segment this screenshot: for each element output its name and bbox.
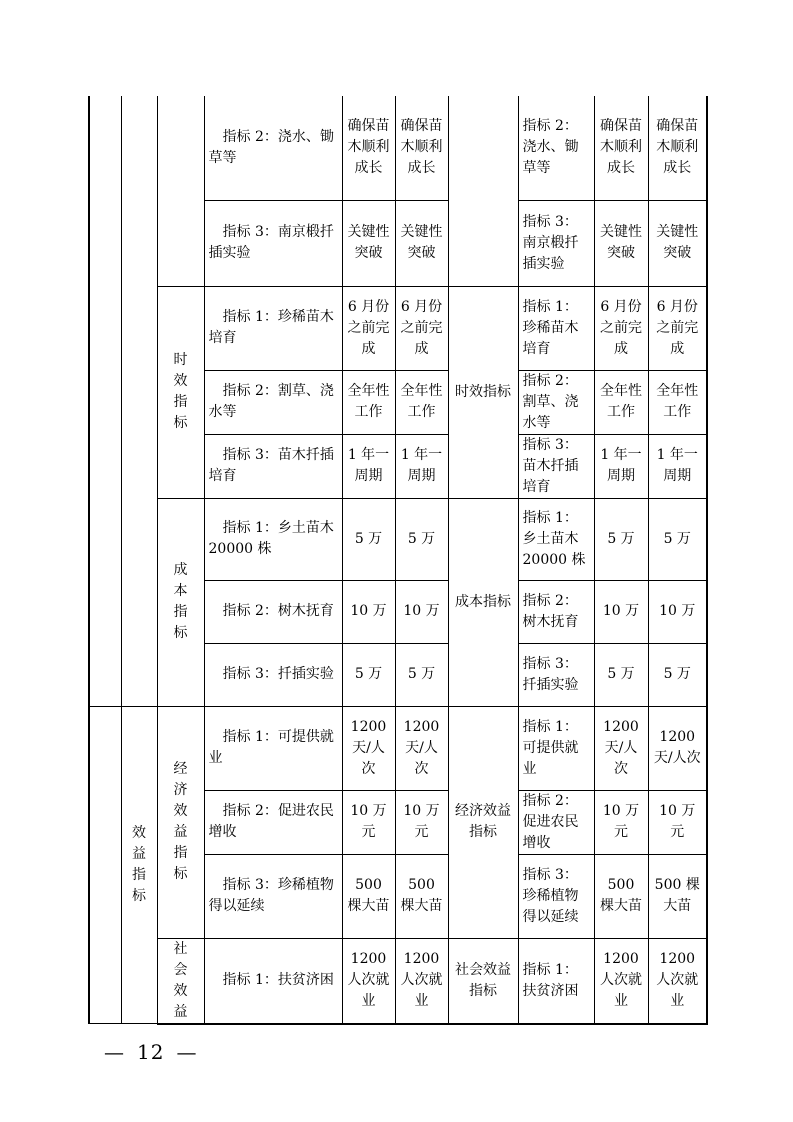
indicator-name: 指标 1：乡土苗木 20000 株 xyxy=(204,498,342,580)
indicator-value: 1200 人次就业 xyxy=(342,938,395,1024)
indicator-value-right: 5 万 xyxy=(648,643,707,706)
indicator-value-right: 全年性工作 xyxy=(648,370,707,434)
indicator-name-right: 指标 2：割草、浇水等 xyxy=(518,370,594,434)
indicator-value: 1200 天/人次 xyxy=(342,706,395,790)
level1-label-effect: 效益指标 xyxy=(121,706,157,1024)
indicator-value-right: 1200 天/人次 xyxy=(594,706,648,790)
indicator-name-right: 指标 3：苗木扦插培育 xyxy=(518,434,594,498)
indicator-name: 指标 1：扶贫济困 xyxy=(204,938,342,1024)
table-row xyxy=(89,286,707,370)
indicator-value-right: 全年性工作 xyxy=(594,370,648,434)
indicator-name-right: 指标 3：珍稀植物得以延续 xyxy=(518,854,594,938)
group-label-cost-right: 成本指标 xyxy=(448,498,518,706)
indicator-value-right: 6 月份之前完成 xyxy=(594,286,648,370)
indicator-value-right: 6 月份之前完成 xyxy=(648,286,707,370)
indicator-value-right: 1 年一周期 xyxy=(594,434,648,498)
group-label-social: 社会效益 xyxy=(157,938,204,1024)
indicator-name-right: 指标 1：可提供就业 xyxy=(518,706,594,790)
indicator-name: 指标 3：苗木扦插培育 xyxy=(204,434,342,498)
indicator-name-right: 指标 2：促进农民增收 xyxy=(518,790,594,854)
indicator-value: 全年性工作 xyxy=(342,370,395,434)
indicator-value: 确保苗木顺利成长 xyxy=(342,96,395,200)
level1-cell-blank xyxy=(89,96,121,706)
indicator-value-right: 1200 人次就业 xyxy=(594,938,648,1024)
level2-cell-blank xyxy=(157,96,204,286)
indicator-value: 1200 人次就业 xyxy=(395,938,448,1024)
indicator-value-right: 1200 人次就业 xyxy=(648,938,707,1024)
indicator-value-right: 10 万元 xyxy=(594,790,648,854)
indicator-value-right: 10 万 xyxy=(594,580,648,643)
indicator-name: 指标 1：珍稀苗木培育 xyxy=(204,286,342,370)
indicator-value: 10 万 xyxy=(342,580,395,643)
indicator-name: 指标 1：可提供就业 xyxy=(204,706,342,790)
indicator-value: 6 月份之前完成 xyxy=(342,286,395,370)
indicator-value: 6 月份之前完成 xyxy=(395,286,448,370)
indicator-value: 500 棵大苗 xyxy=(342,854,395,938)
indicator-value: 5 万 xyxy=(395,643,448,706)
indicator-name-right: 指标 1：扶贫济困 xyxy=(518,938,594,1024)
indicator-name-right: 指标 2：树木抚育 xyxy=(518,580,594,643)
indicator-name-right: 指标 1：乡土苗木 20000 株 xyxy=(518,498,594,580)
indicator-value: 5 万 xyxy=(395,498,448,580)
level1-label-cell-blank xyxy=(121,96,157,706)
indicator-value: 1200 天/人次 xyxy=(395,706,448,790)
page-dash-right: — xyxy=(176,1040,198,1064)
indicator-name: 指标 3：南京椴扦插实验 xyxy=(204,200,342,286)
indicator-name-right: 指标 3：南京椴扦插实验 xyxy=(518,200,594,286)
indicator-name-right: 指标 2：浇水、锄草等 xyxy=(518,96,594,200)
group-label-timeliness: 时效指标 xyxy=(157,286,204,498)
indicator-value: 10 万元 xyxy=(342,790,395,854)
page-number-value: 12 xyxy=(137,1040,165,1064)
indicator-value-right: 1 年一周期 xyxy=(648,434,707,498)
indicator-value: 10 万 xyxy=(395,580,448,643)
indicator-name-right: 指标 1：珍稀苗木培育 xyxy=(518,286,594,370)
group-label-timeliness-right: 时效指标 xyxy=(448,286,518,498)
table-row xyxy=(89,938,707,1024)
indicator-value-right: 关键性突破 xyxy=(648,200,707,286)
table-row xyxy=(89,706,707,790)
indicator-name: 指标 2：浇水、锄草等 xyxy=(204,96,342,200)
indicator-value: 1 年一周期 xyxy=(342,434,395,498)
indicator-value: 5 万 xyxy=(342,643,395,706)
group-label-economic: 经济效益指标 xyxy=(157,706,204,938)
page-number xyxy=(98,1040,203,1064)
indicator-value: 500 棵大苗 xyxy=(395,854,448,938)
indicator-value-right: 5 万 xyxy=(594,643,648,706)
indicator-value-right: 500 棵大苗 xyxy=(594,854,648,938)
group-label-cost: 成本指标 xyxy=(157,498,204,706)
indicator-value: 确保苗木顺利成长 xyxy=(395,96,448,200)
indicator-name: 指标 3：珍稀植物得以延续 xyxy=(204,854,342,938)
indicator-name: 指标 2：促进农民增收 xyxy=(204,790,342,854)
indicator-value: 关键性突破 xyxy=(395,200,448,286)
indicator-name: 指标 3：扦插实验 xyxy=(204,643,342,706)
performance-indicator-table xyxy=(88,96,708,1025)
table-row xyxy=(89,498,707,580)
indicator-value-right: 10 万元 xyxy=(648,790,707,854)
table-row xyxy=(89,96,707,200)
indicator-name: 指标 2：割草、浇水等 xyxy=(204,370,342,434)
indicator-name: 指标 2：树木抚育 xyxy=(204,580,342,643)
indicator-value: 5 万 xyxy=(342,498,395,580)
indicator-value-right: 关键性突破 xyxy=(594,200,648,286)
indicator-value: 全年性工作 xyxy=(395,370,448,434)
indicator-value-right: 500 棵大苗 xyxy=(648,854,707,938)
indicator-value-right: 确保苗木顺利成长 xyxy=(648,96,707,200)
group-label-social-right: 社会效益指标 xyxy=(448,938,518,1024)
indicator-value-right: 5 万 xyxy=(648,498,707,580)
indicator-name-right: 指标 3：扦插实验 xyxy=(518,643,594,706)
indicator-value: 关键性突破 xyxy=(342,200,395,286)
page-dash-left: — xyxy=(104,1040,125,1064)
indicator-value-right: 10 万 xyxy=(648,580,707,643)
indicator-value-right: 确保苗木顺利成长 xyxy=(594,96,648,200)
level1-cell-blank-lower xyxy=(89,706,121,1024)
indicator-value-right: 1200 天/人次 xyxy=(648,706,707,790)
indicator-value-right: 5 万 xyxy=(594,498,648,580)
level2-right-blank xyxy=(448,96,518,286)
indicator-value: 10 万元 xyxy=(395,790,448,854)
indicator-value: 1 年一周期 xyxy=(395,434,448,498)
group-label-economic-right: 经济效益指标 xyxy=(448,706,518,938)
